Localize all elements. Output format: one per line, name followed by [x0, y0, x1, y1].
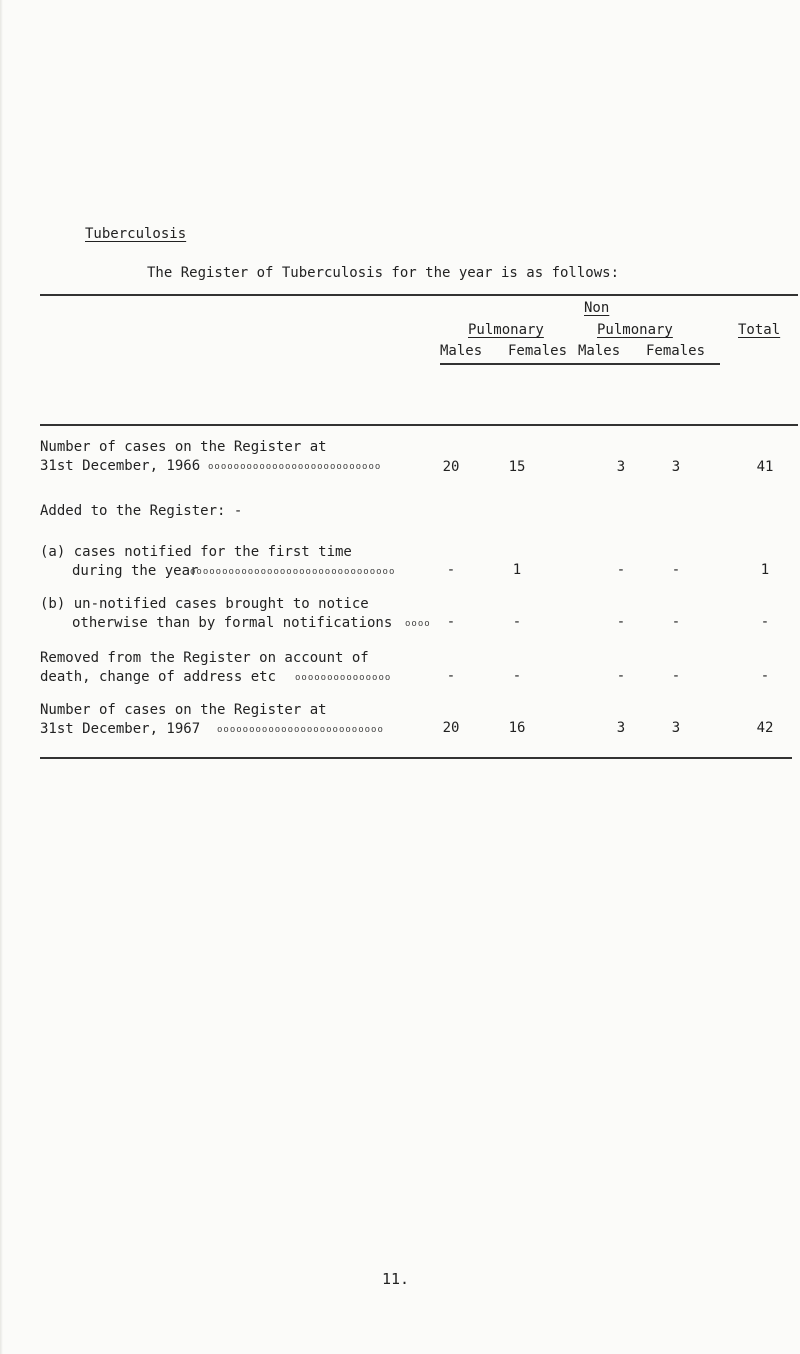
cell-pulm-males: - [446, 668, 456, 684]
table-bottom-rule [40, 757, 792, 759]
leader-dots: oooo [405, 619, 431, 629]
row-label-line2: otherwise than by formal notifications [72, 615, 393, 631]
section-heading: Tuberculosis [85, 226, 187, 242]
leader-dots: ooooooooooooooo [295, 673, 392, 683]
col-group-pulmonary: Pulmonary [468, 322, 544, 338]
page-number: 11. [382, 1270, 410, 1288]
row-label-line2: during the year [72, 563, 199, 579]
cell-nonpulm-males: - [616, 668, 626, 684]
cell-pulm-males: - [446, 562, 456, 578]
leader-dots: ooooooooooooooooooooooooooo [208, 462, 382, 472]
cell-pulm-males: - [446, 614, 456, 630]
cell-nonpulm-males: - [616, 562, 626, 578]
page-edge [0, 0, 3, 1354]
leader-dots: oooooooooooooooooooooooooo [217, 725, 384, 735]
cell-pulm-females: 1 [512, 562, 522, 578]
col-females-non-pulmonary: Females [646, 343, 706, 359]
cell-pulm-females: - [512, 668, 522, 684]
cell-nonpulm-males: 3 [616, 459, 626, 475]
cell-total: - [760, 668, 770, 684]
leader-dots: oooooooooooooooooooooooooooooooo [190, 567, 396, 577]
cell-pulm-females: 15 [508, 459, 526, 475]
row-label-line2: 31st December, 1967 [40, 721, 201, 737]
cell-pulm-males: 20 [442, 459, 460, 475]
header-bottom-rule [40, 424, 798, 426]
row-label-line2: death, change of address etc [40, 669, 277, 685]
cell-nonpulm-females: 3 [671, 459, 681, 475]
cell-total: - [760, 614, 770, 630]
cell-nonpulm-females: - [671, 562, 681, 578]
row-label-line1: Number of cases on the Register at [40, 439, 327, 455]
cell-pulm-females: 16 [508, 720, 526, 736]
cell-nonpulm-females: - [671, 614, 681, 630]
row-label-line1: Number of cases on the Register at [40, 702, 327, 718]
row-label-line1: Removed from the Register on account of [40, 650, 369, 666]
cell-pulm-males: 20 [442, 720, 460, 736]
col-group-non-pulmonary: Pulmonary [597, 322, 673, 338]
cell-nonpulm-females: - [671, 668, 681, 684]
cell-nonpulm-males: - [616, 614, 626, 630]
cell-nonpulm-females: 3 [671, 720, 681, 736]
row-label-line1: (b) un-notified cases brought to notice [40, 596, 369, 612]
col-males-pulmonary: Males [440, 343, 483, 359]
table-top-rule [40, 294, 798, 296]
row-label-line1: (a) cases notified for the first time [40, 544, 352, 560]
col-group-non: Non [584, 300, 610, 316]
row-label-line2: 31st December, 1966 [40, 458, 201, 474]
cell-total: 1 [760, 562, 770, 578]
intro-text: The Register of Tuberculosis for the year is as follows: [147, 265, 620, 281]
cell-total: 42 [756, 720, 774, 736]
row-label-line1: Added to the Register: - [40, 503, 243, 519]
col-males-non-pulmonary: Males [578, 343, 621, 359]
pulmonary-underline [440, 363, 586, 365]
cell-nonpulm-males: 3 [616, 720, 626, 736]
cell-pulm-females: - [512, 614, 522, 630]
non-pulmonary-underline [578, 363, 720, 365]
col-females-pulmonary: Females [508, 343, 568, 359]
col-total: Total [738, 322, 781, 338]
cell-total: 41 [756, 459, 774, 475]
